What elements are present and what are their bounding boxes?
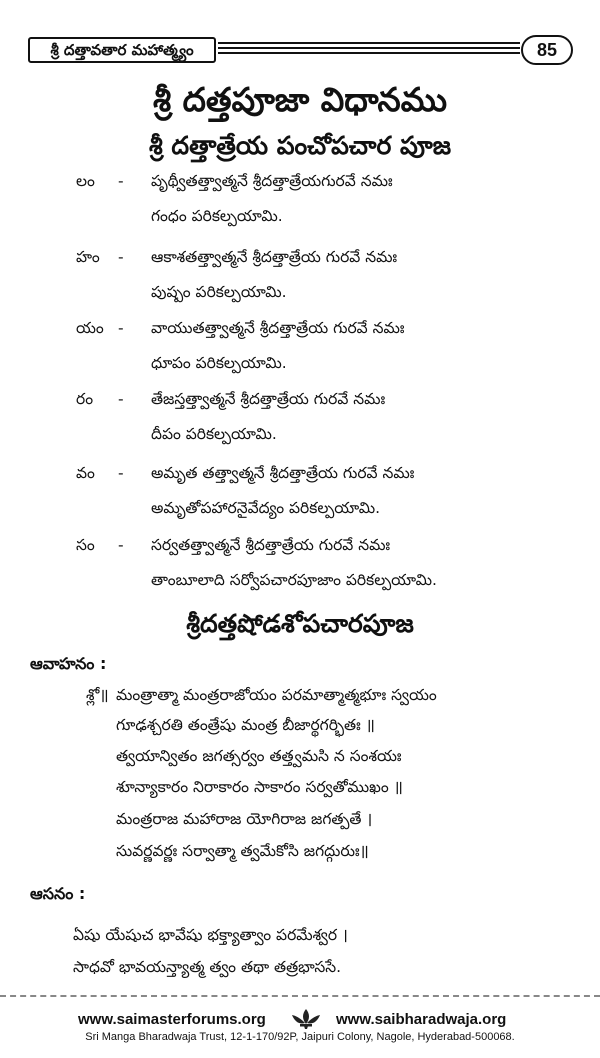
footer-address: Sri Manga Bharadwaja Trust, 12-1-170/92P, Jaipuri Colony, Nagole, Hyderabad-500068.	[85, 1031, 515, 1043]
mantra-offering: పుష్పం పరికల్పయామి.	[151, 283, 287, 301]
footer-divider	[0, 995, 600, 997]
sloka-marker: శ్లో॥	[86, 686, 109, 704]
mantra-item	[0, 528, 600, 600]
bija-syllable: లం	[76, 172, 95, 190]
verse-line: మంత్రరాజ మహారాజ యోగిరాజ జగత్పతే ।	[116, 810, 373, 828]
page-title: శ్రీ దత్తపూజా విధానము	[152, 80, 448, 119]
page-header	[0, 0, 600, 80]
mantra-offering: ధూపం పరికల్పయామి.	[151, 354, 287, 372]
mantra-line: వాయుతత్త్వాత్మనే శ్రీదత్తాత్రేయ గురవే నమః	[151, 319, 405, 337]
bija-syllable: హం	[76, 248, 100, 266]
mantra-offering: అమృతోపహారనైవేద్యం పరికల్పయామి.	[151, 499, 381, 517]
verse-line: మంత్రాత్మా మంత్రరాజోయం పరమాత్మాత్మభూః స్వయం	[116, 686, 437, 704]
fleur-de-lis-icon	[288, 1008, 324, 1030]
verse-line: త్వయాన్వితం జగత్సర్వం తత్త్వమసి న సంశయః	[116, 747, 402, 765]
bija-syllable: యం	[76, 319, 104, 337]
mantra-offering: తాంబూలాది సర్వోపచారపూజాం పరికల్పయామి.	[151, 571, 437, 589]
mantra-item	[0, 164, 600, 236]
bija-syllable: సం	[76, 536, 95, 554]
page-number: 85	[521, 35, 573, 65]
separator: -	[118, 464, 124, 482]
header-rule-lines	[218, 42, 520, 58]
mantra-line: పృథ్వీతత్త్వాత్మనే శ్రీదత్తాత్రేయగురవే నమః	[151, 172, 393, 190]
asanam-label: ఆసనం :	[30, 884, 86, 903]
mantra-item	[0, 240, 600, 312]
avahanam-label: ఆవాహనం :	[30, 654, 107, 673]
mantra-line: తేజస్తత్త్వాత్మనే శ్రీదత్తాత్రేయ గురవే నమః	[151, 390, 386, 408]
mantra-offering: దీపం పరికల్పయామి.	[151, 425, 277, 443]
mantra-line: సర్వతత్త్వాత్మనే శ్రీదత్తాత్రేయ గురవే నమః	[151, 536, 391, 554]
mantra-line: అమృత తత్త్వాత్మనే శ్రీదత్తాత్రేయ గురవే నమః	[151, 464, 415, 482]
separator: -	[118, 390, 124, 408]
separator: -	[118, 319, 124, 337]
mantra-line: ఆకాశతత్త్వాత్మనే శ్రీదత్తాత్రేయ గురవే నమః	[151, 248, 398, 266]
separator: -	[118, 248, 124, 266]
book-title: శ్రీ దత్తావతార మహాత్మ్యం	[28, 37, 216, 63]
verse-line: శూన్యాకారం నిరాకారం సాకారం సర్వతోముఖం ॥	[116, 778, 403, 796]
separator: -	[118, 172, 124, 190]
verse-line: సువర్ణవర్ణః సర్వాత్మా త్వమేకోసి జగద్గురుః॥	[116, 842, 369, 860]
mantra-offering: గంధం పరికల్పయామి.	[151, 207, 283, 225]
mantra-item	[0, 311, 600, 383]
shodasopachara-heading: శ్రీదత్తషోడశోపచారపూజ	[186, 609, 414, 638]
verse-line: ఏషు యేషుచ భావేషు భక్త్యాత్వాం పరమేశ్వర ।	[73, 926, 348, 944]
footer-link-saibharadwaja[interactable]: www.saibharadwaja.org	[336, 1011, 507, 1028]
mantra-item	[0, 382, 600, 454]
footer-link-saimasterforums[interactable]: www.saimasterforums.org	[78, 1011, 266, 1028]
verse-line: గూఢశ్చరతి తంత్రేషు మంత్ర బీజార్థగర్భితః ॥	[116, 716, 375, 734]
bija-syllable: రం	[76, 390, 94, 408]
bija-syllable: వం	[76, 464, 95, 482]
separator: -	[118, 536, 124, 554]
verse-line: సాధవో భావయన్త్యాత్మ త్వం తథా తత్రభాససే.	[73, 958, 342, 976]
mantra-item	[0, 456, 600, 528]
panchopachara-heading: శ్రీ దత్తాత్రేయ పంచోపచార పూజ	[148, 131, 452, 160]
